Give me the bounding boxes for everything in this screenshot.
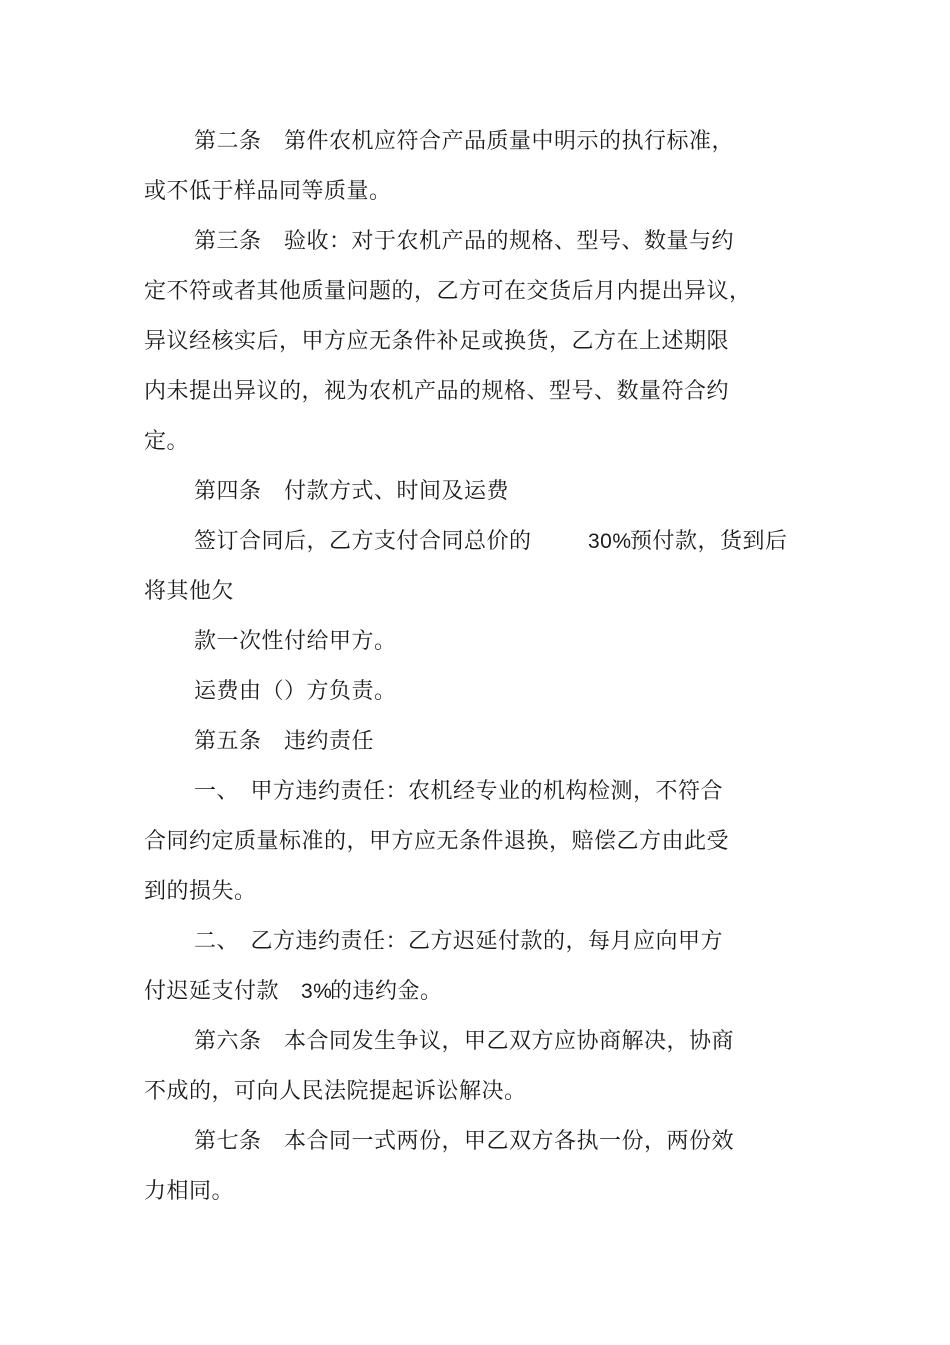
party-b-liability-line-2b: 的违约金。: [330, 979, 443, 1004]
article-3-line-4: 内未提出异议的，视为农机产品的规格、型号、数量符合约: [144, 379, 730, 404]
article-2-line-1: 第二条 第件农机应符合产品质量中明示的执行标准，: [194, 129, 735, 154]
party-a-liability-line-1: 一、 甲方违约责任：农机经专业的机构检测，不符合: [194, 779, 724, 804]
freight-line: 运费由（）方负责。: [194, 679, 397, 704]
penalty-percent: 3%: [301, 980, 333, 1003]
article-3-line-1: 第三条 验收：对于农机产品的规格、型号、数量与约: [194, 229, 735, 254]
article-3-line-2: 定不符或者其他质量问题的，乙方可在交货后月内提出异议，: [144, 279, 752, 304]
payment-line-3: 款一次性付给甲方。: [194, 629, 397, 654]
article-3-line-5: 定。: [144, 429, 190, 454]
payment-line-1b: 预付款，货到后: [630, 529, 788, 554]
party-a-liability-line-2: 合同约定质量标准的，甲方应无条件退换，赔偿乙方由此受: [144, 829, 730, 854]
article-6-line-2: 不成的，可向人民法院提起诉讼解决。: [144, 1079, 527, 1104]
party-b-liability-line-1: 二、 乙方违约责任：乙方迟延付款的，每月应向甲方: [194, 929, 724, 954]
article-7-line-2: 力相同。: [144, 1179, 235, 1204]
article-2-line-2: 或不低于样品同等质量。: [144, 179, 392, 204]
article-7-line-1: 第七条 本合同一式两份，甲乙双方各执一份，两份效: [194, 1129, 735, 1154]
article-3-line-3: 异议经核实后，甲方应无条件补足或换货，乙方在上述期限: [144, 329, 730, 354]
article-6-line-1: 第六条 本合同发生争议，甲乙双方应协商解决，协商: [194, 1029, 735, 1054]
payment-line-1a: 签订合同后，乙方支付合同总价的: [194, 529, 532, 554]
payment-line-2: 将其他欠: [144, 579, 235, 604]
payment-percent: 30%: [588, 530, 632, 553]
article-5-heading: 第五条 违约责任: [194, 729, 375, 754]
article-4-heading: 第四条 付款方式、时间及运费: [194, 479, 510, 504]
party-a-liability-line-3: 到的损失。: [144, 879, 257, 904]
party-b-liability-line-2a: 付迟延支付款: [144, 979, 280, 1004]
